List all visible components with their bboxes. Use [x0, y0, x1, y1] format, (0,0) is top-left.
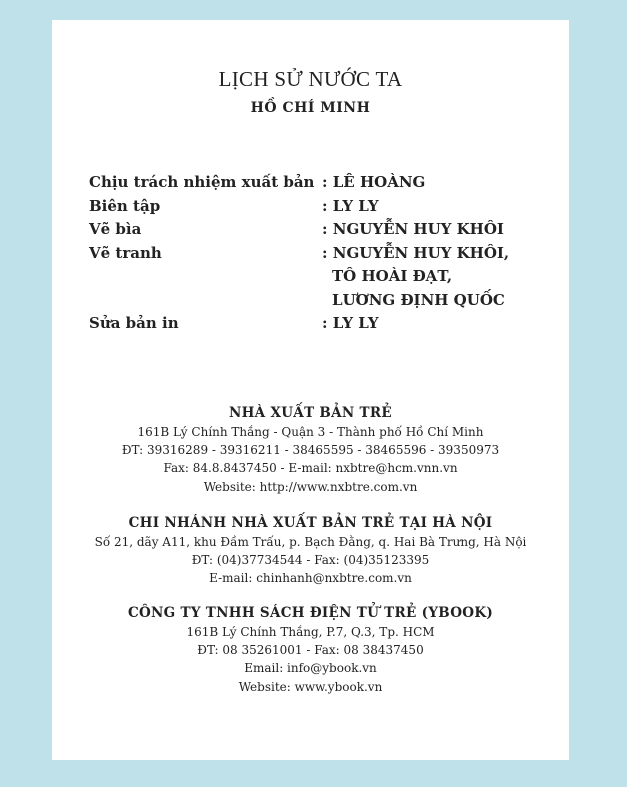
- ebook-website: Website: www.ybook.vn: [238, 679, 383, 694]
- credit-label: Biên tập: [89, 196, 161, 215]
- credit-value: : NGUYỄN HUY KHÔI,: [322, 243, 510, 262]
- credit-value: TÔ HOÀI ĐẠT,: [332, 267, 453, 285]
- credit-row-cover-artist: [89, 218, 549, 242]
- credit-label: Vẽ bìa: [89, 220, 142, 238]
- ebook-company-info: [52, 603, 569, 696]
- credit-value: : LY LY: [322, 196, 379, 215]
- book-title: LỊCH SỬ NƯỚC TA: [218, 67, 403, 91]
- publisher-website: Website: http://www.nxbtre.com.vn: [203, 479, 418, 494]
- credit-value: : LÊ HOÀNG: [322, 173, 426, 191]
- ebook-email: Email: info@ybook.vn: [244, 661, 377, 676]
- credit-label: Sửa bản in: [89, 314, 179, 332]
- credit-value: : NGUYỄN HUY KHÔI: [322, 220, 504, 238]
- credits-section: [89, 171, 549, 336]
- credit-label: Chịu trách nhiệm xuất bản: [89, 173, 315, 191]
- credit-values: [322, 171, 549, 195]
- ebook-phone-fax: ĐT: 08 35261001 - Fax: 08 38437450: [197, 643, 424, 658]
- publisher-info: [52, 403, 569, 496]
- book-page: [52, 20, 569, 760]
- credit-values: [322, 218, 549, 242]
- publisher-fax-email: Fax: 84.8.8437450 - E-mail: nxbtre@hcm.vnn.vn: [163, 461, 458, 476]
- branch-email: E-mail: chinhanh@nxbtre.com.vn: [209, 571, 412, 586]
- credit-row-illustrators: [89, 242, 549, 313]
- credit-row-editor: [89, 195, 549, 219]
- branch-name: CHI NHÁNH NHÀ XUẤT BẢN TRẺ TẠI HÀ NỘI: [128, 515, 493, 531]
- publisher-name: NHÀ XUẤT BẢN TRẺ: [228, 405, 393, 421]
- credit-row-proofreader: [89, 312, 549, 336]
- credit-value: LƯƠNG ĐỊNH QUỐC: [332, 290, 505, 309]
- credit-row-publisher-responsible: [89, 171, 549, 195]
- credit-value: : LY LY: [322, 314, 379, 332]
- credit-values: [322, 195, 549, 219]
- book-author: HỒ CHÍ MINH: [250, 100, 371, 116]
- branch-address: Số 21, dãy A11, khu Đầm Trấu, p. Bạch Đằng, q. Hai Bà Trưng, Hà Nội: [94, 535, 527, 549]
- ebook-address: 161B Lý Chính Thắng, P.7, Q.3, Tp. HCM: [186, 625, 435, 639]
- branch-info: [52, 513, 569, 588]
- publisher-phone: ĐT: 39316289 - 39316211 - 38465595 - 38465596 - 39350973: [121, 443, 500, 458]
- publisher-address: 161B Lý Chính Thắng - Quận 3 - Thành phố Hồ Chí Minh: [137, 425, 484, 439]
- credit-values: [322, 312, 549, 336]
- credit-values: [322, 242, 549, 313]
- credit-label: Vẽ tranh: [89, 243, 162, 262]
- branch-phone-fax: ĐT: (04)37734544 - Fax: (04)35123395: [191, 553, 430, 568]
- ebook-company-name: CÔNG TY TNHH SÁCH ĐIỆN TỬ TRẺ (YBOOK): [127, 605, 494, 621]
